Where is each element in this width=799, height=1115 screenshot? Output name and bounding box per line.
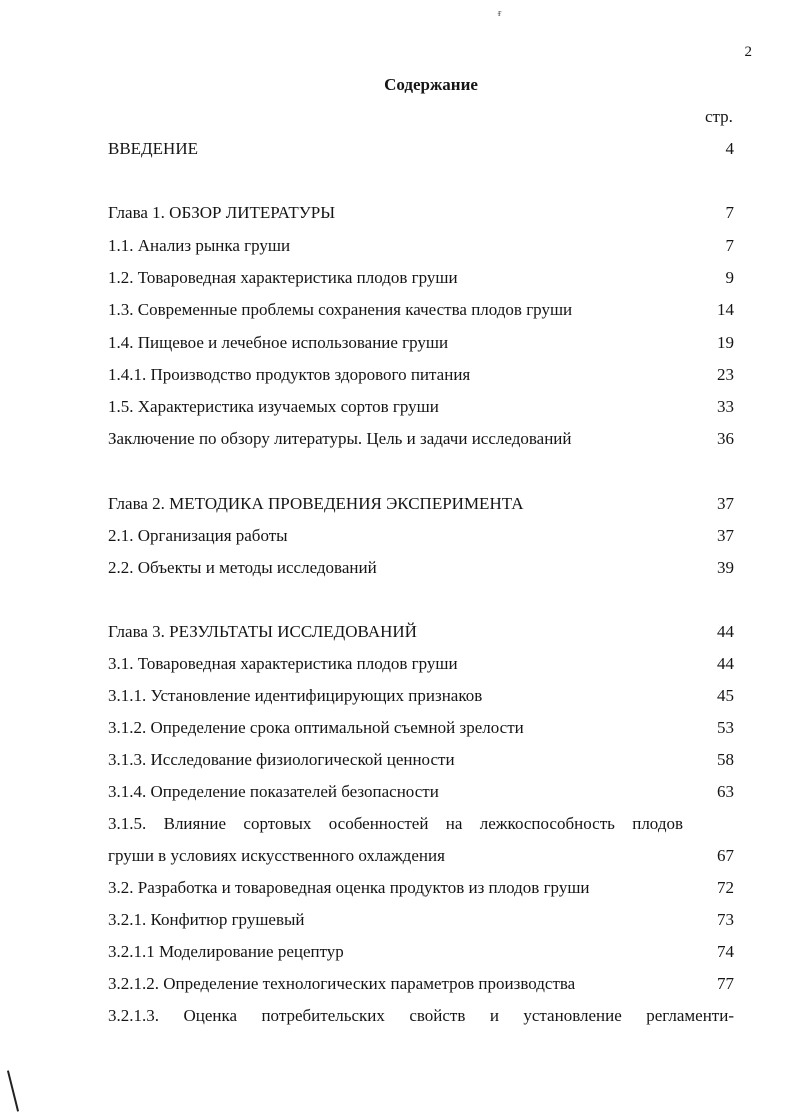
toc-entry-page: 14 bbox=[717, 300, 734, 319]
toc-entry-title: 1.1. Анализ рынка груши bbox=[108, 236, 291, 255]
toc-entry-page: 7 bbox=[725, 203, 734, 222]
toc-row bbox=[108, 941, 734, 963]
toc-entry-page: 77 bbox=[717, 974, 734, 993]
page-title: Содержание bbox=[384, 75, 478, 94]
toc-entry-page: 9 bbox=[725, 268, 734, 287]
toc-entry-title: 1.2. Товароведная характеристика плодов груши bbox=[108, 268, 458, 287]
toc-row bbox=[108, 267, 734, 289]
toc-row bbox=[108, 877, 734, 899]
toc-entry-page: 4 bbox=[725, 139, 734, 158]
toc-entry-page: 72 bbox=[717, 878, 734, 897]
toc-entry-title: 3.2.1.3. Оценка потребительских свойств и установление регламенти- bbox=[108, 1006, 734, 1025]
toc-entry-page: 36 bbox=[717, 429, 734, 448]
toc-entry-title: 3.1. Товароведная характеристика плодов груши bbox=[108, 654, 458, 673]
toc-entry-title: 3.1.1. Установление идентифицирующих признаков bbox=[108, 686, 483, 705]
toc-entry-page: 37 bbox=[717, 526, 734, 545]
toc-row bbox=[108, 138, 734, 160]
toc-entry-page: 74 bbox=[717, 942, 734, 961]
toc-entry-page: 7 bbox=[725, 236, 734, 255]
toc-row bbox=[108, 428, 734, 450]
toc-row bbox=[108, 1005, 734, 1027]
toc-entry-title: Глава 1. ОБЗОР ЛИТЕРАТУРЫ bbox=[108, 203, 336, 222]
toc-entry-title: Заключение по обзору литературы. Цель и задачи исследований bbox=[108, 429, 572, 448]
toc-row bbox=[108, 493, 734, 515]
toc-row bbox=[108, 235, 734, 257]
toc-row bbox=[108, 202, 734, 224]
toc-row bbox=[108, 717, 734, 739]
toc-entry-title: ВВЕДЕНИЕ bbox=[108, 139, 198, 158]
toc-entry-page: 58 bbox=[717, 750, 734, 769]
toc-entry-title: 3.2.1.1 Моделирование рецептур bbox=[108, 942, 344, 961]
toc-row bbox=[108, 845, 734, 867]
toc-entry-title: 1.4.1. Производство продуктов здорового питания bbox=[108, 365, 471, 384]
toc-row bbox=[108, 299, 734, 321]
toc-entry-page: 44 bbox=[717, 654, 734, 673]
toc-entry-page: 37 bbox=[717, 494, 734, 513]
toc-row bbox=[108, 749, 734, 771]
toc-entry-title: Глава 3. РЕЗУЛЬТАТЫ ИССЛЕДОВАНИЙ bbox=[108, 622, 417, 641]
toc-entry-title: 2.1. Организация работы bbox=[108, 526, 288, 545]
toc-row bbox=[108, 525, 734, 547]
toc-entry-page: 63 bbox=[717, 782, 734, 801]
toc-row bbox=[108, 332, 734, 354]
toc-entry-page: 53 bbox=[717, 718, 734, 737]
toc-row bbox=[108, 621, 734, 643]
toc-entry-title: 1.5. Характеристика изучаемых сортов груши bbox=[108, 397, 439, 416]
toc-row bbox=[108, 685, 734, 707]
toc-entry-title: 3.1.4. Определение показателей безопасности bbox=[108, 782, 439, 801]
toc-row bbox=[108, 557, 734, 579]
toc-entry-title: 1.3. Современные проблемы сохранения качества плодов груши bbox=[108, 300, 573, 319]
toc-row bbox=[108, 909, 734, 931]
toc-entry-page: 23 bbox=[717, 365, 734, 384]
toc-entry-title: груши в условиях искусственного охлаждения bbox=[108, 846, 445, 865]
scan-artifact-line bbox=[7, 1070, 19, 1111]
toc-entry-title: 3.1.2. Определение срока оптимальной съемной зрелости bbox=[108, 718, 524, 737]
toc-entry-title: 3.1.5. Влияние сортовых особенностей на лежкоспособность плодов bbox=[108, 814, 683, 833]
toc-entry-page: 39 bbox=[717, 558, 734, 577]
toc-row bbox=[108, 973, 734, 995]
toc-row bbox=[108, 364, 734, 386]
toc-entry-page: 33 bbox=[717, 397, 734, 416]
toc-entry-page: 19 bbox=[717, 333, 734, 352]
toc-entry-title: 2.2. Объекты и методы исследований bbox=[108, 558, 377, 577]
toc-entry-page: 45 bbox=[717, 686, 734, 705]
toc-entry-page: 67 bbox=[717, 846, 734, 865]
toc-row bbox=[108, 396, 734, 418]
toc-entry-page: 73 bbox=[717, 910, 734, 929]
toc-entry-title: 3.2. Разработка и товароведная оценка продуктов из плодов груши bbox=[108, 878, 590, 897]
toc-entry-page: 44 bbox=[717, 622, 734, 641]
toc-entry-title: 3.2.1. Конфитюр грушевый bbox=[108, 910, 305, 929]
scan-artifact: ᵲ bbox=[498, 8, 502, 19]
toc-row bbox=[108, 653, 734, 675]
toc-row bbox=[108, 813, 734, 835]
toc-row bbox=[108, 781, 734, 803]
toc-entry-title: 3.2.1.2. Определение технологических параметров производства bbox=[108, 974, 576, 993]
page-number: 2 bbox=[744, 44, 752, 60]
page-column-label: стр. bbox=[705, 107, 733, 126]
toc-entry-title: 3.1.3. Исследование физиологической ценности bbox=[108, 750, 455, 769]
toc-entry-title: 1.4. Пищевое и лечебное использование груши bbox=[108, 333, 449, 352]
toc-entry-title: Глава 2. МЕТОДИКА ПРОВЕДЕНИЯ ЭКСПЕРИМЕНТА bbox=[108, 494, 524, 513]
